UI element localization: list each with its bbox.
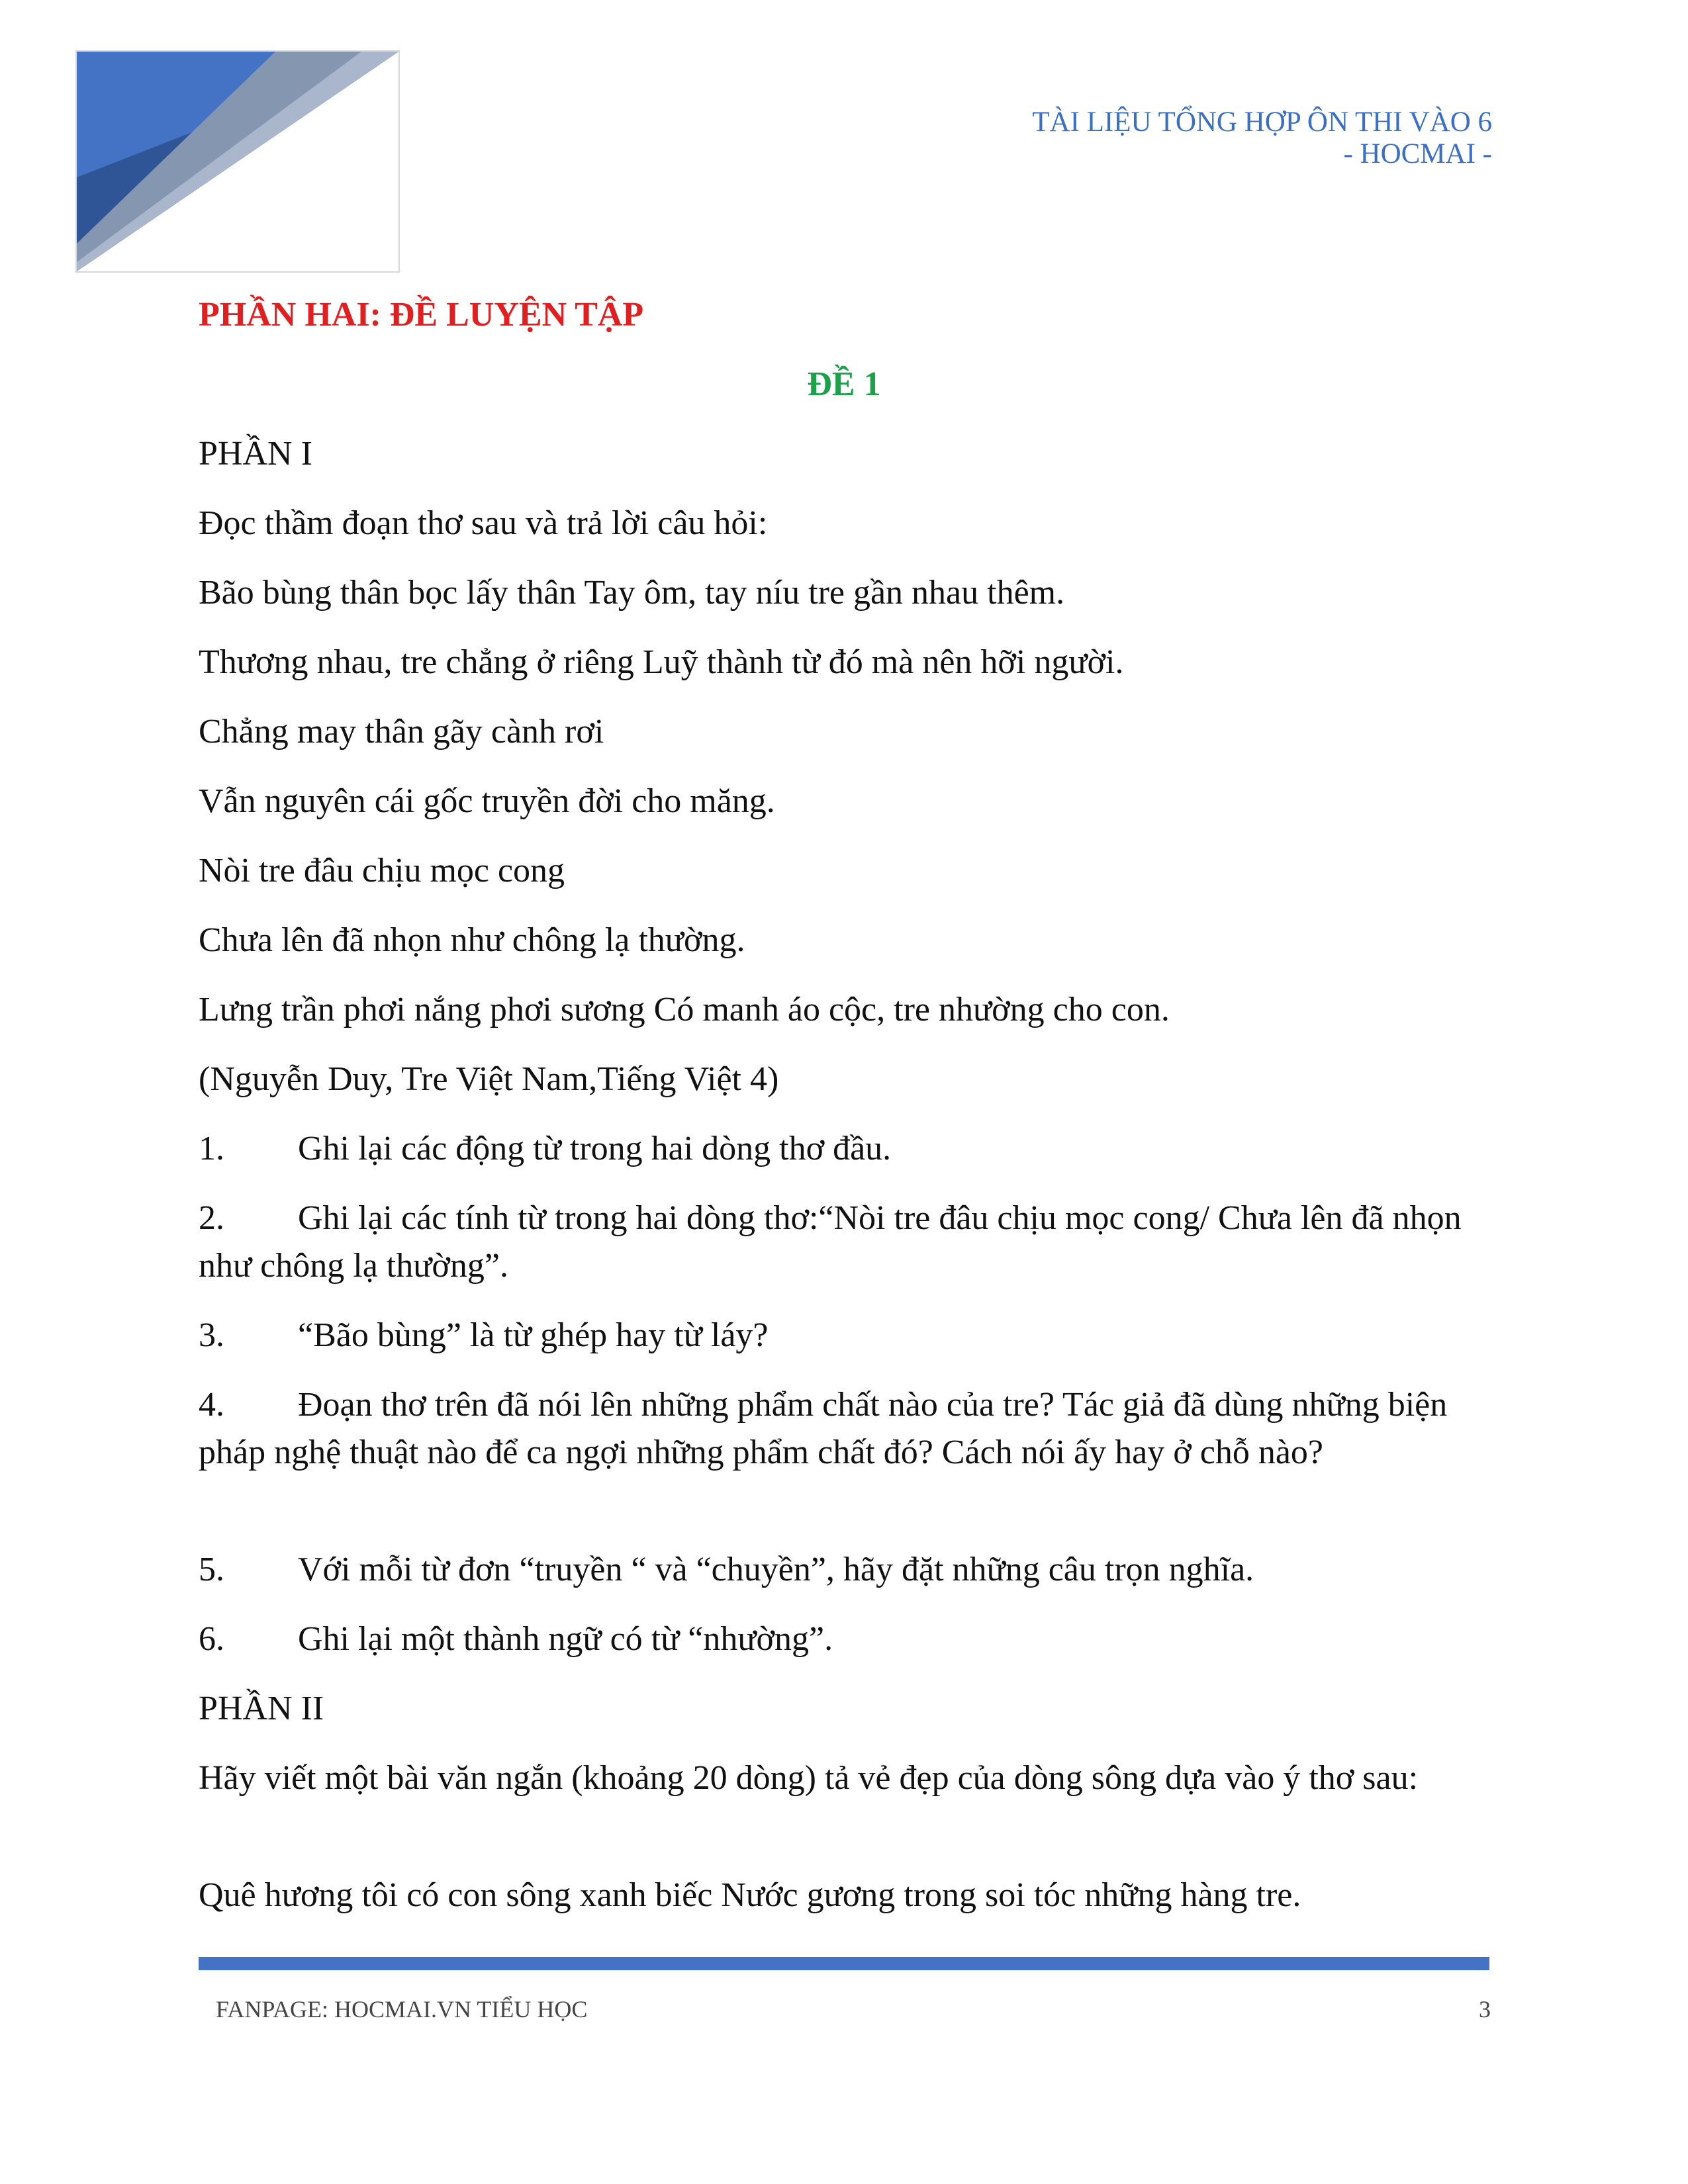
question-text: Với mỗi từ đơn “truyền “ và “chuyền”, hãy đặt những câu trọn nghĩa. <box>298 1551 1254 1588</box>
footer-divider <box>199 1957 1489 1970</box>
question-number: 2. <box>199 1199 224 1237</box>
poem-line: Lưng trần phơi nắng phơi sương Có manh áo cộc, tre nhường cho con. <box>199 991 1170 1028</box>
part2-verse: Quê hương tôi có con sông xanh biếc Nước gương trong soi tóc những hàng tre. <box>199 1876 1301 1914</box>
question-text: “Bão bùng” là từ ghép hay từ láy? <box>298 1316 769 1354</box>
poem-line: Nòi tre đâu chịu mọc cong <box>199 852 565 889</box>
question-number: 4. <box>199 1386 224 1424</box>
exam-title: ĐỀ 1 <box>807 365 881 403</box>
poem-source: (Nguyễn Duy, Tre Việt Nam,Tiếng Việt 4) <box>199 1060 779 1098</box>
corner-logo-graphic <box>77 52 399 271</box>
question-number: 6. <box>199 1620 224 1658</box>
question-item <box>199 1195 1489 1290</box>
question-number: 1. <box>199 1130 224 1167</box>
part1-instruction: Đọc thầm đoạn thơ sau và trả lời câu hỏi: <box>199 504 768 542</box>
question-text: Ghi lại các tính từ trong hai dòng thơ:“Nòi tre đâu chịu mọc cong/ Chưa lên đã nhọn như chông lạ thường”. <box>199 1199 1462 1285</box>
question-item <box>199 1615 1489 1663</box>
footer-fanpage: FANPAGE: HOCMAI.VN TIỂU HỌC <box>216 1996 588 2023</box>
question-text: Ghi lại các động từ trong hai dòng thơ đầu. <box>298 1130 892 1167</box>
corner-logo <box>75 50 400 273</box>
poem-line: Thương nhau, tre chẳng ở riêng Luỹ thành từ đó mà nên hỡi người. <box>199 643 1124 681</box>
section-title: PHẦN HAI: ĐỀ LUYỆN TẬP <box>199 296 644 334</box>
part1-heading: PHẦN I <box>199 435 312 473</box>
question-item <box>199 1125 1489 1173</box>
page-number: 3 <box>1479 1996 1491 2023</box>
poem-line: Chẳng may thân gãy cành rơi <box>199 713 604 751</box>
poem-line: Vẫn nguyên cái gốc truyền đời cho măng. <box>199 782 775 820</box>
question-item <box>199 1381 1489 1477</box>
poem-line: Bão bùng thân bọc lấy thân Tay ôm, tay níu tre gần nhau thêm. <box>199 574 1065 612</box>
question-item <box>199 1546 1489 1594</box>
question-item <box>199 1312 1489 1359</box>
header-subtitle: - HOCMAI - <box>1343 138 1492 169</box>
poem-line: Chưa lên đã nhọn như chông lạ thường. <box>199 921 745 959</box>
question-text: Ghi lại một thành ngữ có từ “nhường”. <box>298 1620 833 1658</box>
question-number: 3. <box>199 1316 224 1354</box>
question-text: Đoạn thơ trên đã nói lên những phẩm chất nào của tre? Tác giả đã dùng những biện pháp nghệ thuật nào để ca ngợi những phẩm chất đó? Cách nói ấy hay ở chỗ nào? <box>199 1386 1448 1471</box>
header-title: TÀI LIỆU TỔNG HỢP ÔN THI VÀO 6 <box>1032 107 1492 138</box>
question-number: 5. <box>199 1551 224 1588</box>
part2-prompt: Hãy viết một bài văn ngắn (khoảng 20 dòng) tả vẻ đẹp của dòng sông dựa vào ý thơ sau: <box>199 1759 1419 1797</box>
part2-heading: PHẦN II <box>199 1690 324 1727</box>
